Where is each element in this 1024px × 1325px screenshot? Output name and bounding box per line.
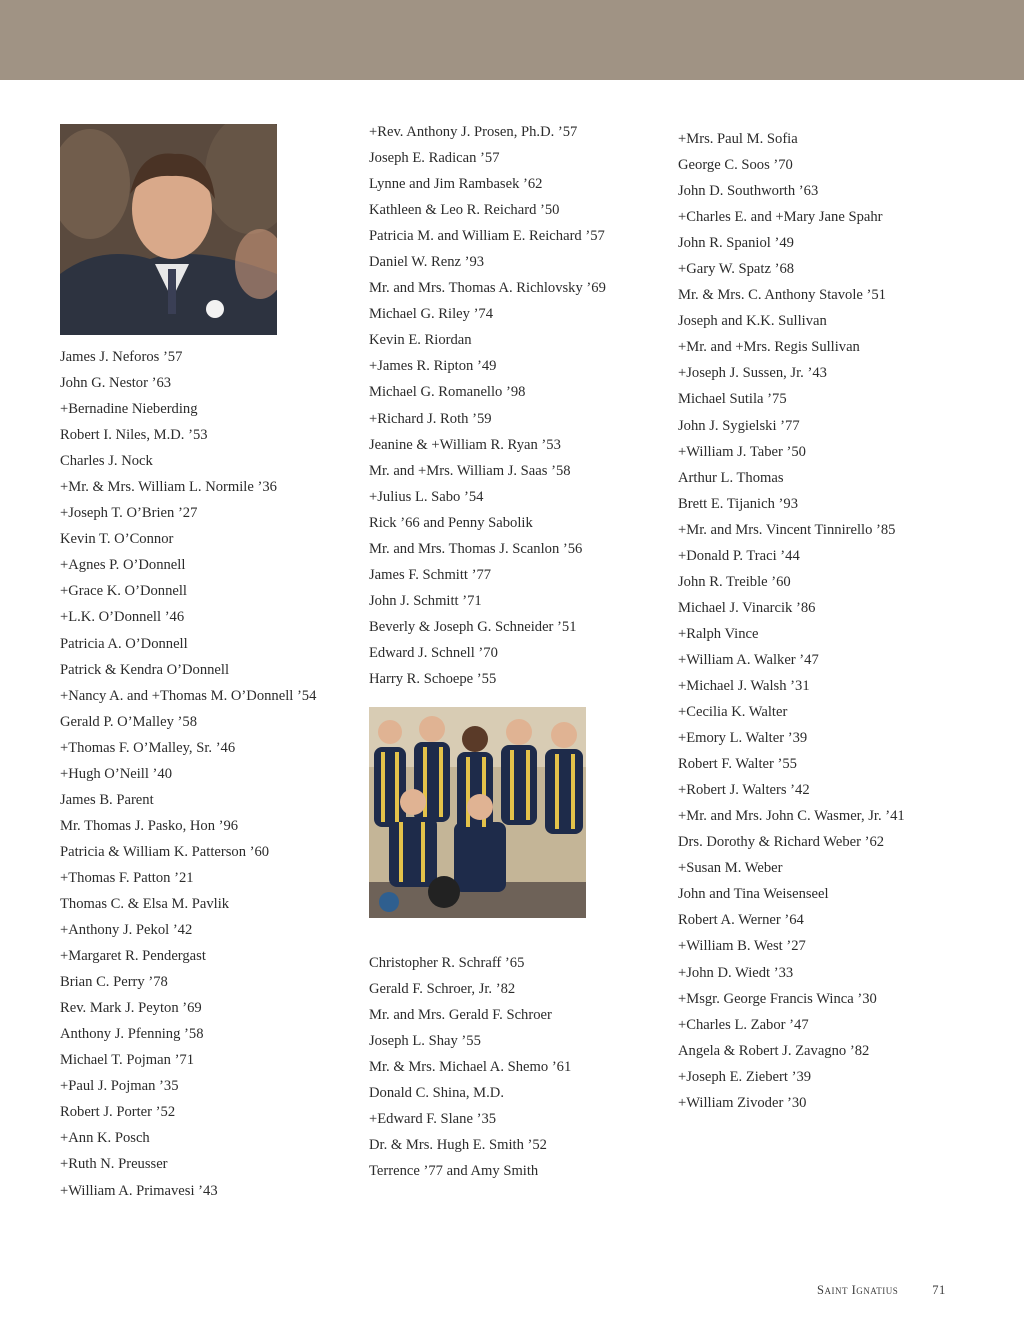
donor-name: Angela & Robert J. Zavagno ’82 [678, 1042, 870, 1059]
donor-name: +Joseph J. Sussen, Jr. ’43 [678, 365, 827, 382]
donor-name: Joseph and K.K. Sullivan [678, 313, 827, 330]
student-photo-illustration [60, 124, 277, 335]
donor-name: Kevin E. Riordan [369, 332, 472, 349]
donor-name: +Rev. Anthony J. Prosen, Ph.D. ’57 [369, 124, 578, 140]
donor-name: Mr. & Mrs. Michael A. Shemo ’61 [369, 1059, 572, 1076]
donor-name: Kathleen & Leo R. Reichard ’50 [369, 202, 560, 219]
donor-name: Patricia & William K. Patterson ’60 [60, 843, 270, 860]
donor-name: John and Tina Weisenseel [678, 886, 829, 903]
page-number: 71 [932, 1283, 946, 1297]
donor-name: +Nancy A. and +Thomas M. O’Donnell ’54 [60, 687, 317, 704]
donor-name: +L.K. O’Donnell ’46 [60, 609, 185, 626]
donor-name: Anthony J. Pfenning ’58 [60, 1026, 204, 1043]
donor-name: Mr. and +Mrs. William J. Saas ’58 [369, 462, 571, 479]
donor-name: +Grace K. O’Donnell [60, 583, 187, 600]
donor-name: +William B. West ’27 [678, 938, 806, 955]
donor-name: Brian C. Perry ’78 [60, 974, 168, 991]
donor-name: +Joseph E. Ziebert ’39 [678, 1068, 812, 1085]
donor-name: +Msgr. George Francis Winca ’30 [678, 990, 877, 1007]
donor-name: +Ralph Vince [678, 625, 759, 642]
donor-name: George C. Soos ’70 [678, 157, 793, 174]
donor-name: +Ruth N. Preusser [60, 1156, 168, 1173]
donor-name: Robert I. Niles, M.D. ’53 [60, 427, 208, 444]
donor-name: Michael G. Romanello ’98 [369, 384, 526, 401]
donor-name: Edward J. Schnell ’70 [369, 644, 498, 661]
donor-list-middle-top-column [369, 119, 659, 692]
donor-name: Terrence ’77 and Amy Smith [369, 1163, 539, 1180]
donor-name: Drs. Dorothy & Richard Weber ’62 [678, 834, 885, 851]
donor-name: +Emory L. Walter ’39 [678, 730, 808, 747]
donor-name: +Anthony J. Pekol ’42 [60, 922, 193, 939]
donor-name: Christopher R. Schraff ’65 [369, 955, 525, 971]
donor-name: Donald C. Shina, M.D. [369, 1085, 504, 1102]
donor-name: James B. Parent [60, 791, 154, 808]
donor-name: Rev. Mark J. Peyton ’69 [60, 1000, 202, 1017]
donor-name: +Cecilia K. Walter [678, 704, 788, 721]
donor-list-left-column [60, 344, 350, 1204]
donor-name: Patrick & Kendra O’Donnell [60, 661, 229, 678]
donor-name: +Susan M. Weber [678, 860, 783, 877]
donor-name: +Margaret R. Pendergast [60, 948, 206, 965]
donor-name: +Edward F. Slane ’35 [369, 1111, 497, 1128]
donor-name: +James R. Ripton ’49 [369, 358, 497, 375]
donor-name: John D. Southworth ’63 [678, 183, 819, 200]
donor-name: Daniel W. Renz ’93 [369, 254, 485, 271]
donor-name: +Charles L. Zabor ’47 [678, 1016, 809, 1033]
donor-name: +Paul J. Pojman ’35 [60, 1078, 179, 1095]
donor-name: John J. Schmitt ’71 [369, 592, 482, 609]
donor-name: Lynne and Jim Rambasek ’62 [369, 176, 543, 193]
donor-name: +William A. Walker ’47 [678, 651, 819, 668]
donor-name: Michael T. Pojman ’71 [60, 1052, 195, 1069]
donor-name: Charles J. Nock [60, 453, 153, 470]
donor-name: Patricia A. O’Donnell [60, 635, 188, 652]
donor-name: Mr. and Mrs. Thomas J. Scanlon ’56 [369, 540, 583, 557]
donor-name: John R. Spaniol ’49 [678, 235, 794, 252]
donor-name: +Mr. and Mrs. Vincent Tinnirello ’85 [678, 521, 896, 538]
donor-name: Joseph L. Shay ’55 [369, 1033, 481, 1050]
student-photo [60, 124, 277, 335]
donor-name: Harry R. Schoepe ’55 [369, 670, 497, 687]
donor-name: +Bernadine Nieberding [60, 401, 198, 418]
donor-name: +Hugh O’Neill ’40 [60, 765, 172, 782]
donor-name: Robert J. Porter ’52 [60, 1104, 176, 1121]
donor-name: +Mr. & Mrs. William L. Normile ’36 [60, 479, 277, 496]
donor-name: John J. Sygielski ’77 [678, 417, 800, 434]
donor-name: +Ann K. Posch [60, 1130, 150, 1147]
donor-list-middle-bottom-column [369, 950, 659, 1184]
donor-name: Thomas C. & Elsa M. Pavlik [60, 895, 230, 912]
header-band [0, 0, 1024, 80]
donor-name: +Donald P. Traci ’44 [678, 547, 800, 564]
donor-name: +Agnes P. O’Donnell [60, 557, 186, 574]
donor-name: James F. Schmitt ’77 [369, 566, 492, 583]
bowling-team-photo [369, 707, 586, 918]
donor-name: Mr. Thomas J. Pasko, Hon ’96 [60, 817, 239, 834]
donor-name: James J. Neforos ’57 [60, 349, 183, 365]
donor-name: +Gary W. Spatz ’68 [678, 261, 795, 278]
donor-name: +William A. Primavesi ’43 [60, 1182, 218, 1199]
donor-name: Gerald F. Schroer, Jr. ’82 [369, 981, 516, 998]
donor-list [369, 119, 659, 692]
donor-name: +Mr. and Mrs. John C. Wasmer, Jr. ’41 [678, 808, 905, 825]
donor-name: +Michael J. Walsh ’31 [678, 677, 810, 694]
donor-name: Dr. & Mrs. Hugh E. Smith ’52 [369, 1137, 547, 1154]
donor-name: Gerald P. O’Malley ’58 [60, 713, 197, 730]
donor-name: +Richard J. Roth ’59 [369, 410, 492, 427]
donor-name: +Thomas F. O’Malley, Sr. ’46 [60, 739, 236, 756]
bowling-team-photo-illustration [369, 707, 586, 918]
donor-name: Robert A. Werner ’64 [678, 912, 804, 929]
donor-name: Mr. & Mrs. C. Anthony Stavole ’51 [678, 287, 886, 304]
donor-name: Beverly & Joseph G. Schneider ’51 [369, 618, 577, 635]
donor-name: John R. Treible ’60 [678, 573, 791, 590]
donor-name: Mr. and Mrs. Gerald F. Schroer [369, 1007, 552, 1024]
donor-name: Arthur L. Thomas [678, 469, 784, 486]
donor-list [678, 126, 998, 1116]
donor-name: Mr. and Mrs. Thomas A. Richlovsky ’69 [369, 280, 606, 297]
publication-name: Saint Ignatius [817, 1283, 899, 1297]
donor-name: Brett E. Tijanich ’93 [678, 495, 798, 512]
donor-name: Michael Sutila ’75 [678, 391, 787, 408]
donor-name: +Thomas F. Patton ’21 [60, 869, 194, 886]
donor-name: +Charles E. and +Mary Jane Spahr [678, 209, 883, 226]
donor-name: +William J. Taber ’50 [678, 443, 806, 460]
donor-name: Michael J. Vinarcik ’86 [678, 599, 816, 616]
donor-name: +Mrs. Paul M. Sofia [678, 131, 798, 147]
donor-name: +Mr. and +Mrs. Regis Sullivan [678, 339, 860, 356]
donor-list [369, 950, 659, 1184]
donor-name: +Robert J. Walters ’42 [678, 782, 810, 799]
donor-name: +Julius L. Sabo ’54 [369, 488, 484, 505]
donor-name: Robert F. Walter ’55 [678, 756, 797, 773]
donor-name: +John D. Wiedt ’33 [678, 964, 794, 981]
donor-list [60, 344, 350, 1204]
page-footer [817, 1283, 946, 1298]
donor-name: Rick ’66 and Penny Sabolik [369, 514, 533, 531]
donor-name: Jeanine & +William R. Ryan ’53 [369, 436, 561, 453]
donor-name: Kevin T. O’Connor [60, 531, 174, 548]
donor-name: Michael G. Riley ’74 [369, 306, 494, 323]
donor-name: Patricia M. and William E. Reichard ’57 [369, 228, 605, 245]
donor-name: Joseph E. Radican ’57 [369, 150, 500, 167]
donor-name: +Joseph T. O’Brien ’27 [60, 505, 198, 522]
donor-list-right-column [678, 126, 998, 1116]
donor-name: +William Zivoder ’30 [678, 1094, 807, 1111]
donor-name: John G. Nestor ’63 [60, 375, 172, 392]
